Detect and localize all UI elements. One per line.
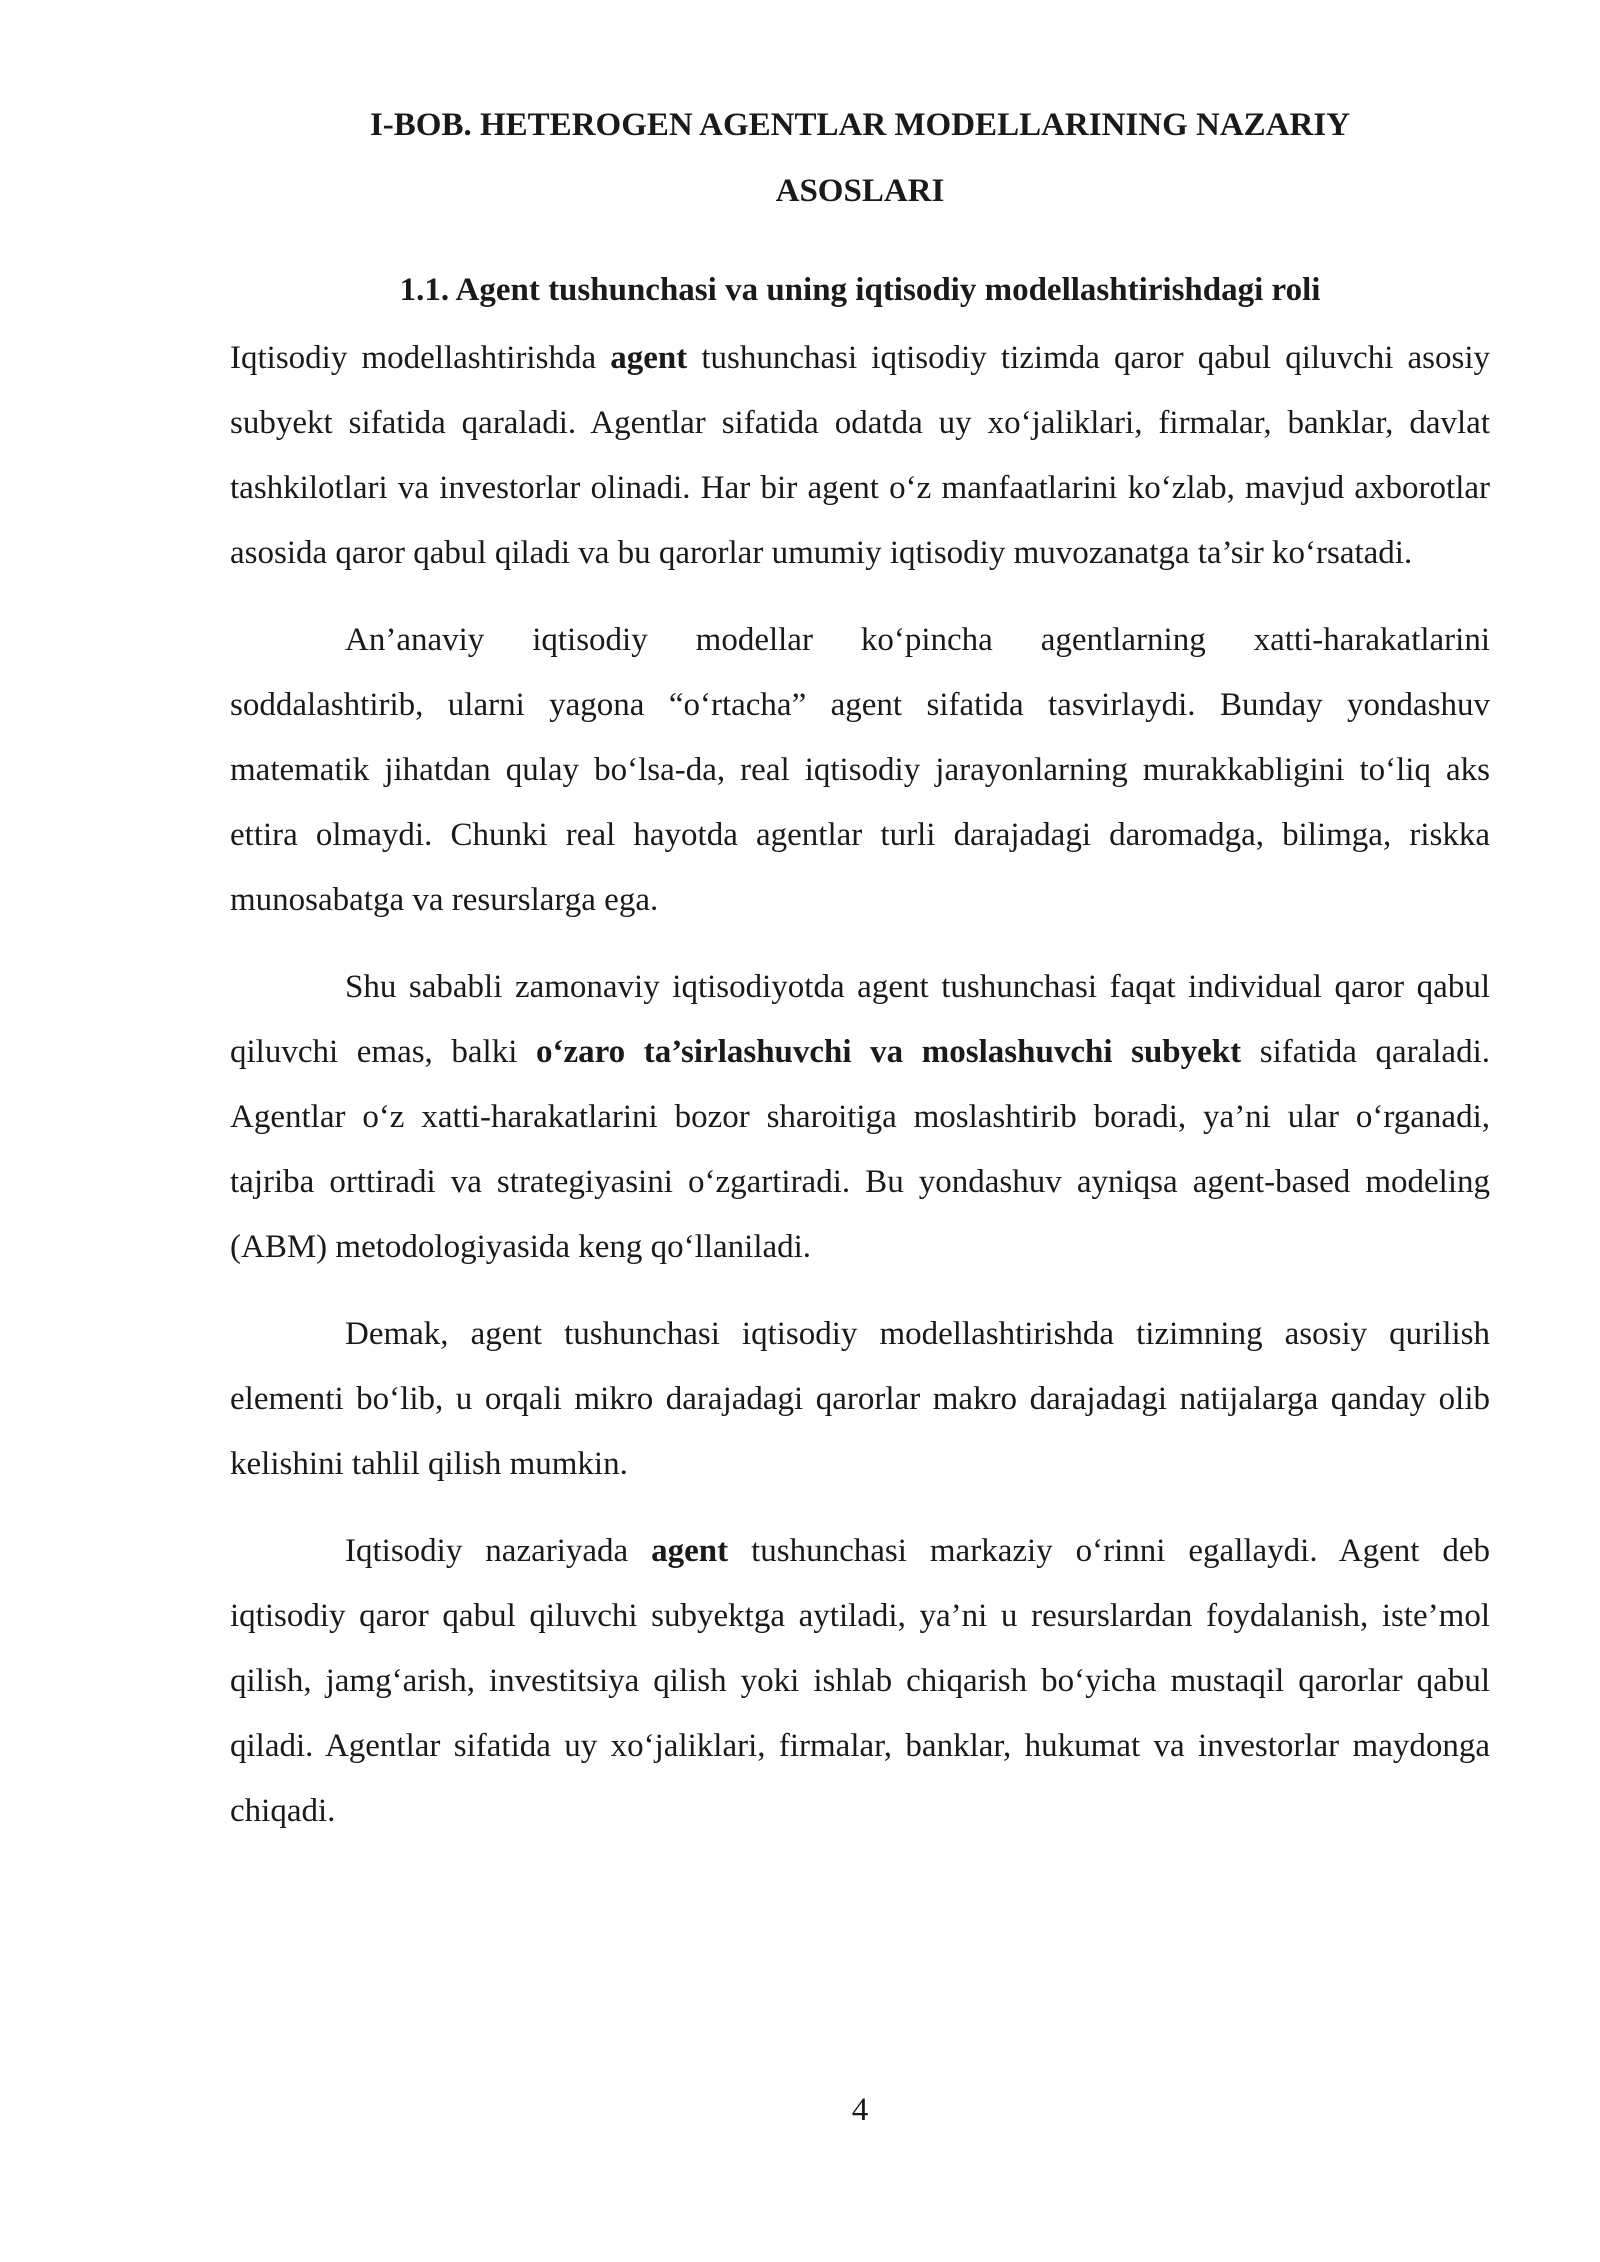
page-number: 4 <box>851 2092 869 2128</box>
paragraph-5-bold-term: agent <box>651 1533 729 1569</box>
chapter-title-line-2: ASOSLARI <box>775 173 945 209</box>
paragraph-2: An’anaviy iqtisodiy modellar ko‘pincha agentlarning xatti-harakatlarini soddalashtirib, ularni yagona “o‘rtacha” agent sifatida tasvirlaydi. Bunday yondashuv matematik jihatdan qulay bo‘lsa-da, real iqtisodiy jarayonlarning murakkabligini to‘liq aks ettira olmaydi. Chunki real hayotda agentlar turli darajadagi daromadga, bilimga, riskka munosabatga va resurslarga ega. <box>230 622 1490 918</box>
paragraph-5 <box>230 1519 1490 1844</box>
chapter-title <box>230 92 1490 224</box>
paragraph-3-text-b: sifatida qaraladi. Agentlar o‘z xatti-harakatlarini bozor sharoitiga moslashtirib boradi, ya’ni ular o‘rganadi, tajriba orttiradi va strategiyasini o‘zgartiradi. Bu yondashuv ayniqsa agent-based modeling (ABM) metodologiyasida keng qo‘llaniladi. <box>230 1034 1490 1265</box>
paragraph-1-text-b: tushunchasi iqtisodiy tizimda qaror qabul qiluvchi asosiy subyekt sifatida qaraladi. Agentlar sifatida odatda uy xo‘jaliklari, firmalar, banklar, davlat tashkilotlari va investorlar olinadi. Har bir agent o‘z manfaatlarini ko‘zlab, mavjud axborotlar asosida qaror qabul qiladi va bu qarorlar umumiy iqtisodiy muvozanatga ta’sir ko‘rsatadi. <box>230 340 1490 571</box>
paragraph-1 <box>230 326 1490 586</box>
paragraph-1-text-a: Iqtisodiy modellashtirishda <box>230 340 611 376</box>
chapter-title-line-1: I-BOB. HETEROGEN AGENTLAR MODELLARINING NAZARIY <box>369 107 1351 143</box>
paragraph-3-bold-phrase: o‘zaro ta’sirlashuvchi va moslashuvchi subyekt <box>536 1034 1242 1070</box>
paragraph-5-text-b: tushunchasi markaziy o‘rinni egallaydi. Agent deb iqtisodiy qaror qabul qiluvchi subyektga aytiladi, ya’ni u resurslardan foydalanish, iste’mol qilish, jamg‘arish, investitsiya qilish yoki ishlab chiqarish bo‘yicha mustaqil qarorlar qabul qiladi. Agentlar sifatida uy xo‘jaliklari, firmalar, banklar, hukumat va investorlar maydonga chiqadi. <box>230 1533 1490 1829</box>
paragraph-3 <box>230 955 1490 1280</box>
paragraph-4: Demak, agent tushunchasi iqtisodiy modellashtirishda tizimning asosiy qurilish elementi bo‘lib, u orqali mikro darajadagi qarorlar makro darajadagi natijalarga qanday olib kelishini tahlil qilish mumkin. <box>230 1316 1490 1482</box>
paragraph-3-text-a: Shu sababli zamonaviy iqtisodiyotda agent tushunchasi faqat individual qaror qabul qiluvchi emas, balki <box>230 969 1490 1070</box>
paragraph-5-text-a: Iqtisodiy nazariyada <box>345 1533 652 1569</box>
paragraph-1-bold-term: agent <box>610 340 688 376</box>
section-title: 1.1. Agent tushunchasi va uning iqtisodiy modellashtirishdagi roli <box>399 272 1321 308</box>
